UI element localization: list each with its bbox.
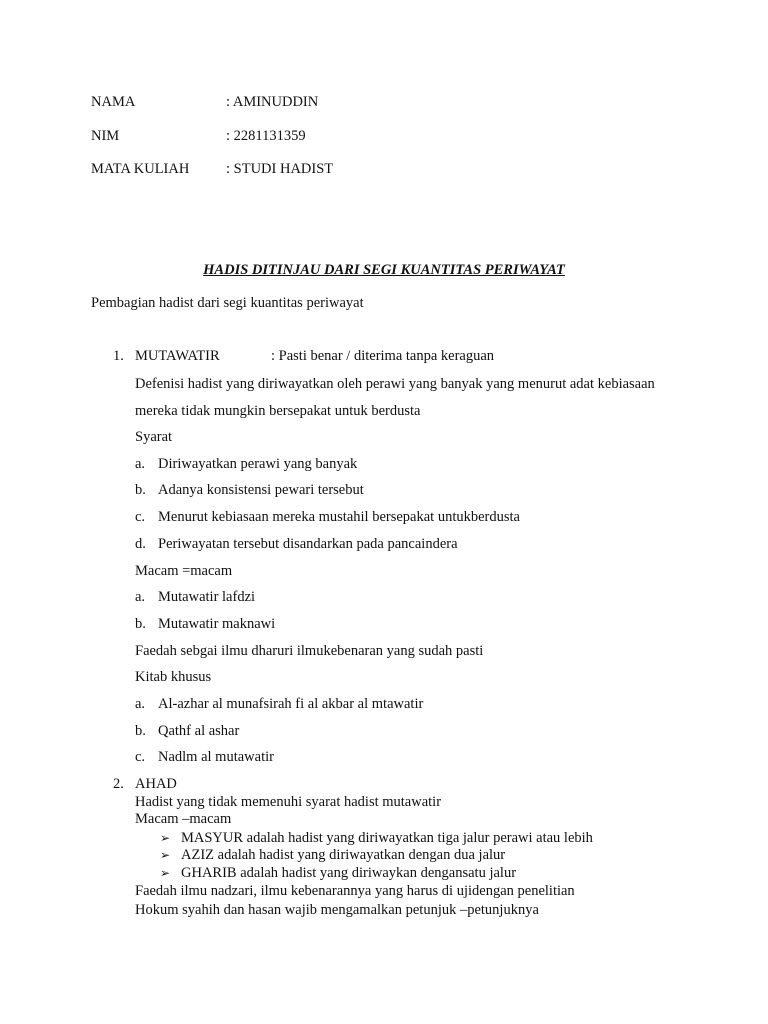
nama-label: NAMA [91,94,136,110]
arrow-bullet-icon: ➢ [160,831,171,845]
section-1-heading-note: : Pasti benar / diterima tanpa keraguan [271,348,495,364]
ahad-type-item: AZIZ adalah hadist yang diriwayatkan dengan dua jalur [181,847,506,863]
nim-value: : 2281131359 [226,128,306,144]
arrow-bullet-icon: ➢ [160,866,171,880]
ahad-type-item: MASYUR adalah hadist yang diriwayatkan tiga jalur perawi atau lebih [181,830,593,846]
kitab-letter: b. [135,723,146,739]
section-2-hokum: Hokum syahih dan hasan wajib mengamalkan petunjuk –petunjuknya [135,902,539,918]
kitab-item: Nadlm al mutawatir [158,749,274,765]
syarat-letter: c. [135,509,146,525]
section-2-definition: Hadist yang tidak memenuhi syarat hadist mutawatir [135,794,442,810]
section-1-faedah: Faedah sebgai ilmu dharuri ilmukebenaran yang sudah pasti [135,643,484,659]
macam-letter: b. [135,616,146,632]
macam-item: Mutawatir maknawi [158,616,276,632]
nama-value: : AMINUDDIN [226,94,319,110]
syarat-item: Adanya konsistensi pewari tersebut [158,482,364,498]
intro-text: Pembagian hadist dari segi kuantitas periwayat [91,295,364,311]
syarat-label: Syarat [135,429,173,445]
section-1-number: 1. [113,348,124,364]
macam-label: Macam =macam [135,563,233,579]
syarat-item: Diriwayatkan perawi yang banyak [158,456,358,472]
syarat-letter: d. [135,536,146,552]
mata-kuliah-label: MATA KULIAH [91,161,190,177]
kitab-item: Qathf al ashar [158,723,240,739]
syarat-letter: a. [135,456,146,472]
macam-item: Mutawatir lafdzi [158,589,256,605]
section-1-heading: MUTAWATIR [135,348,220,364]
kitab-label: Kitab khusus [135,669,212,685]
section-1-definition-line-1: Defenisi hadist yang diriwayatkan oleh perawi yang banyak yang menurut adat kebiasaan [135,376,655,392]
section-1-definition-line-2: mereka tidak mungkin bersepakat untuk berdusta [135,403,421,419]
kitab-letter: c. [135,749,146,765]
kitab-item: Al-azhar al munafsirah fi al akbar al mtawatir [158,696,424,712]
nim-label: NIM [91,128,120,144]
syarat-item: Menurut kebiasaan mereka mustahil bersepakat untukberdusta [158,509,520,525]
macam-letter: a. [135,589,146,605]
mata-kuliah-value: : STUDI HADIST [226,161,334,177]
syarat-item: Periwayatan tersebut disandarkan pada pancaindera [158,536,458,552]
document-title: HADIS DITINJAU DARI SEGI KUANTITAS PERIWAYAT [203,262,565,278]
syarat-letter: b. [135,482,146,498]
section-2-number: 2. [113,776,124,792]
section-2-macam-label: Macam –macam [135,811,232,827]
kitab-letter: a. [135,696,146,712]
arrow-bullet-icon: ➢ [160,848,171,862]
section-2-heading: AHAD [135,776,177,792]
ahad-type-item: GHARIB adalah hadist yang diriwaykan dengansatu jalur [181,865,517,881]
section-2-faedah: Faedah ilmu nadzari, ilmu kebenarannya yang harus di ujidengan penelitian [135,883,575,899]
